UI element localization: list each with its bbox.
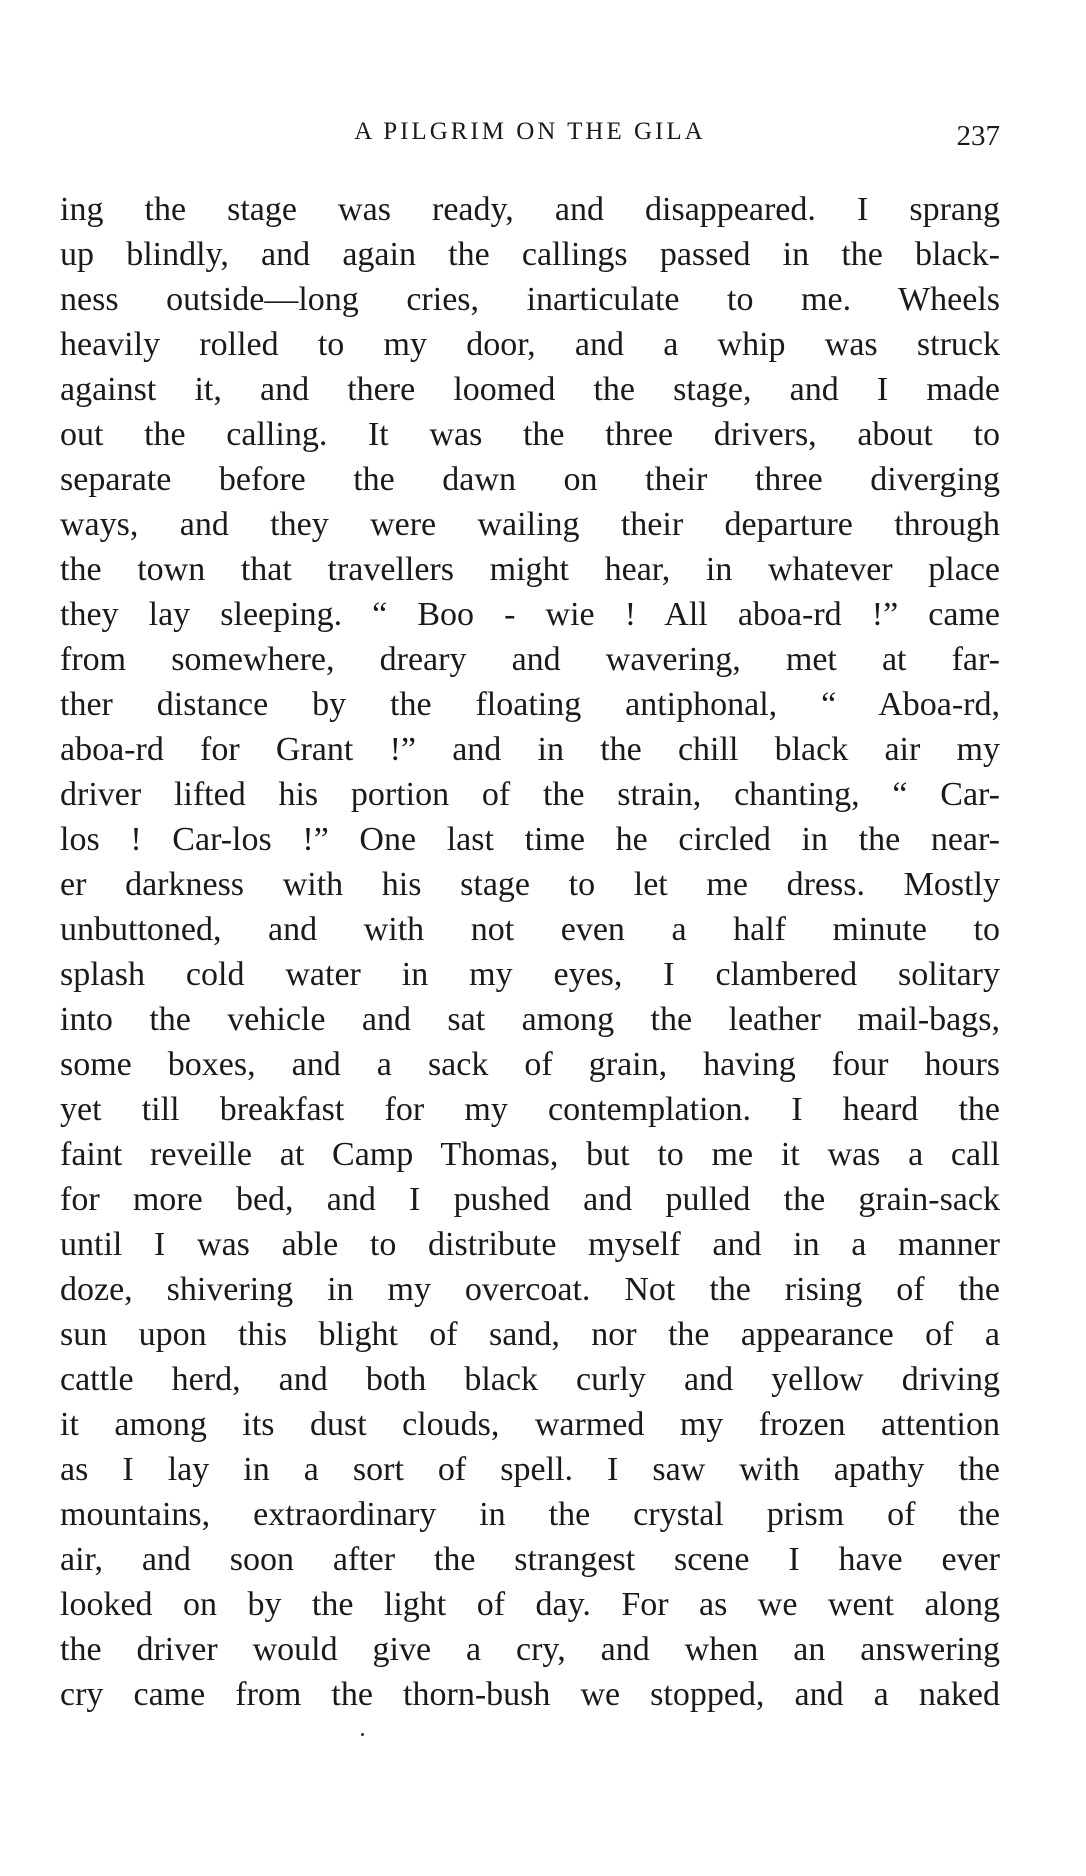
text-line: looked on by the light of day. For as we went along — [60, 1586, 1000, 1623]
text-line: for more bed, and I pushed and pulled the grain-sack — [60, 1181, 1000, 1218]
text-line: from somewhere, dreary and wavering, met at far- — [60, 641, 1000, 678]
text-line: er darkness with his stage to let me dress. Mostly — [60, 866, 1000, 903]
text-line: ness outside—long cries, inarticulate to me. Wheels — [60, 281, 1000, 318]
running-title: A PILGRIM ON THE GILA — [354, 118, 706, 145]
text-line: up blindly, and again the callings passed in the black- — [60, 236, 1000, 273]
text-line: faint reveille at Camp Thomas, but to me it was a call — [60, 1136, 1000, 1173]
text-line: some boxes, and a sack of grain, having four hours — [60, 1046, 1000, 1083]
text-line: cattle herd, and both black curly and yellow driving — [60, 1361, 1000, 1398]
text-line: los ! Car-los !” One last time he circled in the near- — [60, 821, 1000, 858]
text-line: heavily rolled to my door, and a whip was struck — [60, 326, 1000, 363]
text-line: out the calling. It was the three drivers, about to — [60, 416, 1000, 453]
text-line: ing the stage was ready, and disappeared. I sprang — [60, 191, 1000, 228]
text-line: separate before the dawn on their three diverging — [60, 461, 1000, 498]
text-line: doze, shivering in my overcoat. Not the rising of the — [60, 1271, 1000, 1308]
text-line: unbuttoned, and with not even a half minute to — [60, 911, 1000, 948]
text-line: the town that travellers might hear, in whatever place — [60, 551, 1000, 588]
text-line: until I was able to distribute myself and in a manner — [60, 1226, 1000, 1263]
text-line: into the vehicle and sat among the leather mail-bags, — [60, 1001, 1000, 1038]
text-line: ther distance by the floating antiphonal, “ Aboa-rd, — [60, 686, 1000, 723]
text-line: yet till breakfast for my contemplation. I heard the — [60, 1091, 1000, 1128]
text-line: sun upon this blight of sand, nor the appearance of a — [60, 1316, 1000, 1353]
text-line: aboa-rd for Grant !” and in the chill black air my — [60, 731, 1000, 768]
page-number: 237 — [956, 120, 1000, 152]
text-line: against it, and there loomed the stage, and I made — [60, 371, 1000, 408]
text-line: driver lifted his portion of the strain, chanting, “ Car- — [60, 776, 1000, 813]
body-text — [60, 187, 1000, 1717]
text-line: air, and soon after the strangest scene I have ever — [60, 1541, 1000, 1578]
text-line: mountains, extraordinary in the crystal prism of the — [60, 1496, 1000, 1533]
text-line: as I lay in a sort of spell. I saw with apathy the — [60, 1451, 1000, 1488]
text-line: cry came from the thorn-bush we stopped, and a naked — [60, 1676, 1000, 1713]
text-line: the driver would give a cry, and when an answering — [60, 1631, 1000, 1668]
text-line: they lay sleeping. “ Boo - wie ! All aboa-rd !” came — [60, 596, 1000, 633]
stray-ink-dot — [361, 1733, 364, 1736]
text-line: splash cold water in my eyes, I clambered solitary — [60, 956, 1000, 993]
text-line: ways, and they were wailing their departure through — [60, 506, 1000, 543]
running-head — [60, 112, 1000, 152]
text-line: it among its dust clouds, warmed my frozen attention — [60, 1406, 1000, 1443]
